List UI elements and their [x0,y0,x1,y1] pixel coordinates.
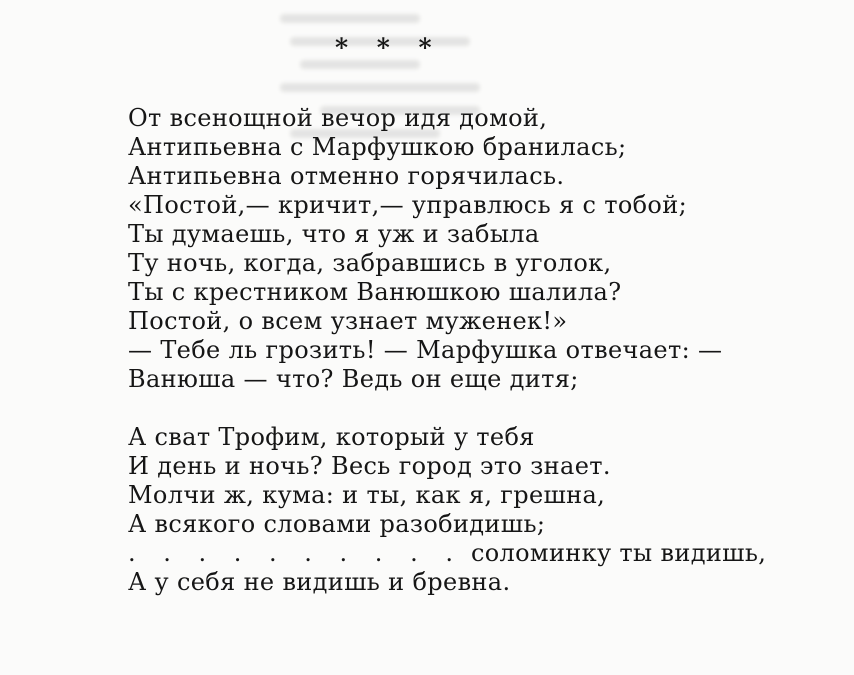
verse-line: Постой, о всем узнает муженек!» [128,307,568,335]
verse-line: Ты думаешь, что я уж и забыла [128,220,540,248]
verse-line: «Постой,— кричит,— управлюсь я с тобой; [128,191,688,219]
verse-line: От всенощной вечор идя домой, [128,104,548,132]
verse-line: Антипьевна отменно горячилась. [128,162,565,190]
verse-line: Молчи ж, кума: и ты, как я, грешна, [128,481,606,509]
verse-line-fragment: соломинку ты видишь, [470,539,767,567]
verse-line: — Тебе ль грозить! — Марфушка отвечает: — [128,336,723,364]
section-asterisks: * * * [335,33,442,62]
verse-line: И день и ночь? Весь город это знает. [128,452,611,480]
verse-line: Ту ночь, когда, забравшись в уголок, [128,249,612,277]
stanza-2 [128,423,766,597]
verse-line: Ты с крестником Ванюшкою шалила? [128,278,622,306]
verse-line: Ванюша — что? Ведь он еще дитя; [128,365,579,393]
stanza-1 [128,104,722,394]
verse-line: Антипьевна с Марфушкою бранилась; [128,133,627,161]
verse-line-omission [128,539,766,568]
verse-line: А у себя не видишь и бревна. [128,568,511,596]
omission-dots: . . . . . . . . . . [128,539,463,567]
verse-line: А всякого словами разобидишь; [128,510,546,538]
verse-line: А сват Трофим, который у тебя [128,423,535,451]
